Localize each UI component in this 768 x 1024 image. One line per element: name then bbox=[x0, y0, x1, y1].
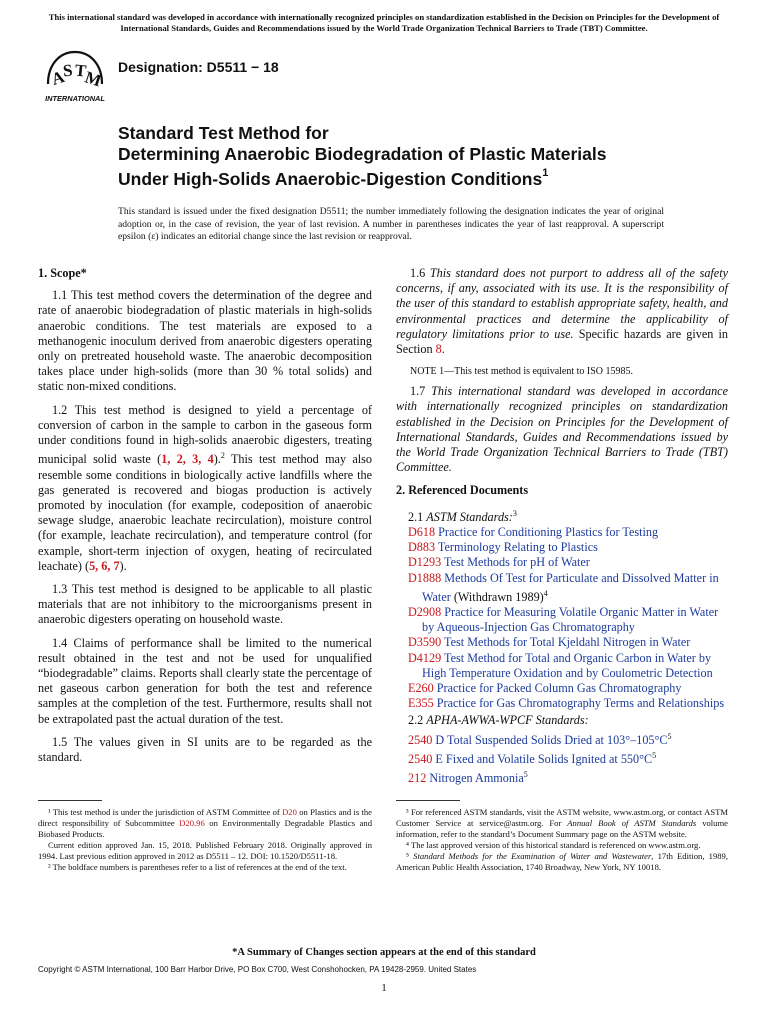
reference-code-link[interactable]: D883 bbox=[408, 540, 436, 555]
reference-code-link[interactable]: D2908 bbox=[408, 604, 442, 619]
reference-code-link[interactable]: 2540 bbox=[408, 732, 433, 747]
page-number: 1 bbox=[381, 982, 387, 994]
document-title bbox=[118, 123, 678, 190]
reference-footnote-mark: 5 bbox=[652, 750, 657, 760]
footnote-rule bbox=[396, 800, 460, 801]
reference-title-link[interactable]: Test Method for Total and Organic Carbon in Water by High Temperature Oxidation and by Coulometric Detection bbox=[422, 650, 713, 680]
reference-title-link[interactable]: D Total Suspended Solids Dried at 103°–105°C bbox=[435, 732, 668, 747]
apha-reference-list bbox=[396, 729, 728, 787]
reference-item bbox=[396, 748, 728, 767]
reference-item bbox=[396, 681, 728, 696]
committee-link[interactable]: D20 bbox=[282, 807, 297, 817]
reference-item bbox=[396, 555, 728, 570]
reference-item bbox=[396, 540, 728, 555]
para-1-3: 1.3 This test method is designed to be applicable to all plastic materials that are not inhibitory to the microorganisms present in anaerobic digesters operating on household waste. bbox=[38, 581, 372, 627]
reference-code-link[interactable]: E260 bbox=[408, 681, 434, 695]
para-1-7: 1.7 This international standard was developed in accordance with internationally recognized principles on standardization established in the Decision on Principles for the Development of International Standards, Guides and Recommendations issued by the World Trade Organization Technical Barriers to Trade (TBT) Committee. bbox=[396, 384, 728, 475]
reference-title-link[interactable]: Test Methods for Total Kjeldahl Nitrogen in Water bbox=[444, 635, 691, 650]
designation: Designation: D5511 − 18 bbox=[118, 59, 279, 75]
para-1-5: 1.5 The values given in SI units are to be regarded as the standard. bbox=[38, 734, 372, 764]
astm-logo-icon bbox=[38, 46, 112, 108]
title-line-1: Standard Test Method for bbox=[118, 123, 329, 143]
astm-standards-heading: 2.1 ASTM Standards:$^3$ bbox=[408, 508, 517, 524]
reference-title-link[interactable]: Practice for Packed Column Gas Chromatography bbox=[436, 681, 682, 695]
right-column bbox=[396, 266, 728, 872]
reference-title-link[interactable]: Terminology Relating to Plastics bbox=[437, 540, 598, 555]
title-footnote-ref: 1 bbox=[542, 167, 549, 179]
para-1-4: 1.4 Claims of performance shall be limited to the numerical result obtained in the test and not be used for unqualified “biodegradable” claims. Reports shall clearly state the percentage of net gaseous carbon generation for both the test and reference samples at the completion of the test. Furthermore, results shall not be extrapolated past the actual duration of the test. bbox=[38, 635, 372, 726]
reference-item bbox=[396, 525, 728, 540]
copyright: Copyright © ASTM International, 100 Barr Harbor Drive, PO Box C700, West Conshohocken, PA 19428-2959. United States bbox=[38, 965, 477, 974]
footnotes-right: ³ For referenced ASTM standards, visit the ASTM website, www.astm.org, or contact ASTM Customer Service at service@astm.org. For Annual Book of ASTM Standards volume information, refer to the standard’s Document Summary page on the ASTM website. ⁴ The last approved version of this historical standard is referenced on www.astm.org. ⁵ Standard Methods for the Examination of Water and Wastewater, 17th Edition, 1989, American Public Health Association, 1740 Broadway, New York, NY 10018. bbox=[396, 807, 728, 872]
reference-footnote-mark: 4 bbox=[543, 588, 548, 598]
reference-item bbox=[396, 635, 728, 650]
para-1-2: 1.2 This test method is designed to yield a percentage of conversion of carbon in the sample to carbon in the gaseous form under conditions found in high-solids anaerobic digesters, treating municipal solid waste (1, 2, 3, 4).$^2$ This test method may also resemble some conditions in biologically active landfills where the gas generated is recovered and biogas production is actively promoted by inoculation (for example, codeposition of anaerobic sewage sludge, anaerobic leachate recirculation), moisture control (for example, leachate recirculation), and temperature control (for example, short-term injection of oxygen, heating of recirculated leachate) (5, 6, 7). bbox=[38, 402, 373, 573]
ref-link-5-7[interactable]: 5, 6, 7 bbox=[89, 558, 120, 573]
reference-item bbox=[396, 729, 728, 748]
para-1-6: 1.6 This standard does not purport to address all of the safety concerns, if any, associated with its use. It is the responsibility of the user of this standard to establish appropriate safety, health, and environmental practices and determine the applicability of regulatory limitations prior to use. Specific hazards are given in Section 8. bbox=[396, 266, 728, 357]
apha-standards-heading: 2.2 APHA-AWWA-WPCF Standards: bbox=[408, 713, 589, 728]
reference-title-link[interactable]: E Fixed and Volatile Solids Ignited at 550°C bbox=[435, 751, 653, 766]
reference-title-link[interactable]: Test Methods for pH of Water bbox=[444, 555, 590, 570]
reference-code-link[interactable]: 212 bbox=[408, 771, 427, 786]
reference-status: (Withdrawn 1989) bbox=[450, 589, 544, 604]
svg-text:A: A bbox=[49, 67, 67, 89]
left-column bbox=[38, 266, 373, 872]
reference-title-link[interactable]: Nitrogen Ammonia bbox=[429, 771, 524, 786]
ref-link-1-4[interactable]: 1, 2, 3, 4 bbox=[161, 452, 214, 467]
astm-reference-list bbox=[396, 525, 728, 712]
reference-code-link[interactable]: D1293 bbox=[408, 555, 442, 570]
reference-code-link[interactable]: D4129 bbox=[408, 650, 442, 665]
issuance-paragraph: This standard is issued under the fixed designation D5511; the number immediately following the designation indicates the year of original adoption or, in the case of revision, the year of last revision. A number in parentheses indicates the year of last reapproval. A superscript epsilon (ε) indicates an editorial change since the last revision or reapproval. bbox=[118, 206, 664, 242]
reference-code-link[interactable]: D3590 bbox=[408, 635, 442, 650]
reference-item bbox=[396, 651, 728, 681]
title-line-2: Determining Anaerobic Biodegradation of Plastic Materials bbox=[118, 144, 607, 164]
reference-title-link[interactable]: Practice for Gas Chromatography Terms and Relationships bbox=[436, 696, 725, 711]
reference-item bbox=[396, 605, 728, 635]
reference-item bbox=[396, 767, 728, 786]
reference-item bbox=[396, 571, 728, 605]
reference-code-link[interactable]: D1888 bbox=[408, 570, 442, 585]
svg-text:M: M bbox=[82, 67, 104, 91]
reference-footnote-mark: 5 bbox=[667, 731, 672, 741]
svg-text:T: T bbox=[73, 60, 88, 81]
para-1-1: 1.1 This test method covers the determination of the degree and rate of anaerobic biodegradation of plastic materials in high-solids anaerobic conditions. The test materials are exposed to a methanogenic inoculum derived from anaerobic digesters operating only on pretreated household waste. The anaerobic decomposition takes place under high-solids (more than 30 % total solids) and static non-mixed conditions. bbox=[38, 288, 372, 394]
footnotes-left: ¹ This test method is under the jurisdiction of ASTM Committee of D20 on Plastics and is the direct responsibility of Subcommittee D20.96 on Environmentally Degradable Plastics and Biobased Products. Current edition approved Jan. 15, 2018. Published February 2018. Originally approved in 1994. Last previous edition approved in 2012 as D5511 – 12. DOI: 10.1520/D5511-18. ² The boldface numbers is parentheses refer to a list of references at the end of the text. bbox=[38, 807, 372, 872]
title-line-3: Under High-Solids Anaerobic-Digestion Conditions bbox=[118, 168, 543, 189]
reference-title-link[interactable]: Practice for Conditioning Plastics for Testing bbox=[438, 524, 659, 539]
reference-footnote-mark: 5 bbox=[523, 770, 528, 780]
logo-word: INTERNATIONAL bbox=[45, 94, 105, 103]
section-2-heading: 2. Referenced Documents bbox=[396, 483, 529, 498]
top-notice: This international standard was developed in accordance with internationally recognized principles on standardization established in the Decision on Principles for the Development of International Standards, Guides and Recommendations issued by the World Trade Organization Technical Barriers to Trade (TBT) Committee. bbox=[48, 12, 720, 33]
section-1-heading: 1. Scope* bbox=[38, 266, 87, 280]
reference-code-link[interactable]: 2540 bbox=[408, 751, 433, 766]
reference-code-link[interactable]: E355 bbox=[408, 696, 434, 711]
summary-of-changes-note: *A Summary of Changes section appears at the end of this standard bbox=[232, 947, 536, 958]
footnote-rule bbox=[38, 800, 102, 801]
reference-code-link[interactable]: D618 bbox=[408, 524, 436, 539]
reference-title-link[interactable]: Methods Of Test for Particulate and Dissolved Matter in Water bbox=[422, 570, 719, 604]
svg-text:S: S bbox=[62, 60, 74, 81]
section-8-link[interactable]: 8 bbox=[435, 342, 442, 357]
reference-item bbox=[396, 696, 728, 711]
note-1: NOTE 1—This test method is equivalent to ISO 15985. bbox=[410, 366, 634, 378]
subcommittee-link[interactable]: D20.96 bbox=[179, 818, 205, 828]
reference-title-link[interactable]: Practice for Measuring Volatile Organic Matter in Water by Aqueous-Injection Gas Chromatography bbox=[422, 604, 719, 635]
